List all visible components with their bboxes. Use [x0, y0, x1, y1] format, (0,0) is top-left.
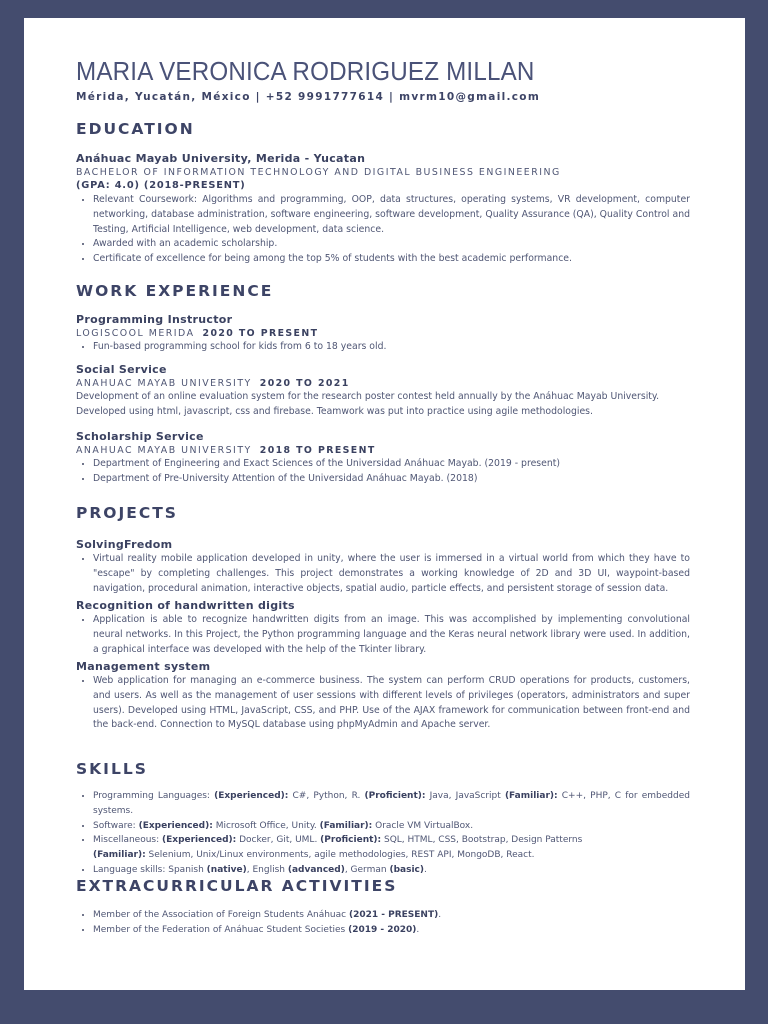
candidate-name: MARIA VERONICA RODRIGUEZ MILLAN: [76, 56, 535, 86]
job-bullet: • Department of Engineering and Exact Sciences of the Universidad Anáhuac Mayab. (2019 - present): [93, 457, 690, 472]
activity-item: • Member of the Federation of Anáhuac Student Societies (2019 - 2020).: [93, 923, 690, 938]
school-name: Anáhuac Mayab University, Merida - Yucatan: [76, 152, 366, 165]
project-description: • Web application for managing an e-commerce business. The system can perform CRUD operations for products, customers, and users. As well as the management of user sessions with different levels of privileges (operators, administrators and super users). Developed using HTML, JavaScript, CSS, and PHP. Use of the AJAX framework for communication between front-end and the back-end. Connection to MySQL database using phpMyAdmin and Apache server.: [93, 674, 690, 733]
contact-line: Mérida, Yucatán, México | +52 9991777614 | mvrm10@gmail.com: [76, 91, 541, 103]
job-list: [76, 340, 690, 355]
project-entry: [76, 660, 690, 733]
education-bullet: • Awarded with an academic scholarship.: [93, 237, 690, 252]
job-bullet: • Fun-based programming school for kids from 6 to 18 years old.: [93, 340, 690, 355]
project-name: Recognition of handwritten digits: [76, 599, 295, 612]
job-bullet: • Department of Pre-University Attention of the Universidad Anáhuac Mayab. (2018): [93, 472, 690, 487]
education-bullet: • Relevant Coursework: Algorithms and programming, OOP, data structures, operating systems, VR development, computer networking, database administration, software engineering, software development, Quality Assurance (QA), Quality Control and Testing, Artificial Intelligence, web development, data science.: [93, 193, 690, 237]
job-org: ANAHUAC MAYAB UNIVERSITY: [76, 445, 252, 456]
job-entry: [76, 313, 690, 355]
skill-software: • Software: (Experienced): Microsoft Office, Unity. (Familiar): Oracle VM VirtualBox.: [93, 819, 690, 834]
job-list: [76, 457, 690, 487]
project-description: • Virtual reality mobile application developed in unity, where the user is immersed in a virtual world from which they have to "escape" by completing challenges. This project demonstrates a working knowledge of 2D and 3D UI, waypoint-based navigation, procedural animation, interactive objects, spatial audio, particle effects, and persistent storage of session data.: [93, 552, 690, 596]
activity-item: • Member of the Association of Foreign Students Anáhuac (2021 - PRESENT).: [93, 908, 690, 923]
skills-block: [76, 789, 690, 878]
extracurricular-heading: EXTRACURRICULAR ACTIVITIES: [76, 877, 398, 895]
project-description: • Application is able to recognize handwritten digits from an image. This was accomplished by implementing convolutional neural networks. In this Project, the Python programming language and the Keras neural network library were used. In addition, a graphical interface was developed with the help of the Tkinter library.: [93, 613, 690, 657]
work-heading: WORK EXPERIENCE: [76, 282, 274, 300]
job-entry: [76, 430, 690, 487]
job-dates: 2018 TO PRESENT: [259, 445, 376, 456]
job-org: LOGISCOOL MERIDA: [76, 328, 195, 339]
resume-page: [24, 18, 745, 990]
job-dates: 2020 TO 2021: [259, 378, 350, 389]
project-name: Management system: [76, 660, 211, 673]
skill-programming: • Programming Languages: (Experienced): C#, Python, R. (Proficient): Java, JavaScript (Familiar): C++, PHP, C for embedded systems.: [93, 789, 690, 819]
job-role: Scholarship Service: [76, 430, 204, 443]
skills-heading: SKILLS: [76, 760, 148, 778]
job-dates: 2020 TO PRESENT: [202, 328, 319, 339]
job-role: Programming Instructor: [76, 313, 233, 326]
extracurricular-block: [76, 908, 690, 938]
skills-list: [76, 789, 690, 878]
skill-languages: • Language skills: Spanish (native), English (advanced), German (basic).: [93, 863, 690, 878]
extracurricular-list: [76, 908, 690, 938]
gpa-line: (GPA: 4.0) (2018-PRESENT): [76, 180, 246, 191]
job-org: ANAHUAC MAYAB UNIVERSITY: [76, 378, 252, 389]
education-bullet: • Certificate of excellence for being among the top 5% of students with the best academic performance.: [93, 252, 690, 267]
education-heading: EDUCATION: [76, 120, 195, 138]
job-description: Development of an online evaluation system for the research poster contest held annually by the Anáhuac Mayab University. Developed using html, javascript, css and firebase. Teamwork was put into practice using agile methodologies.: [76, 391, 660, 417]
project-entry: [76, 538, 690, 596]
education-list: [76, 193, 690, 267]
degree-name: BACHELOR OF INFORMATION TECHNOLOGY AND DIGITAL BUSINESS ENGINEERING: [76, 167, 561, 178]
project-entry: [76, 599, 690, 657]
projects-heading: PROJECTS: [76, 504, 178, 522]
skill-misc: • Miscellaneous: (Experienced): Docker, Git, UML. (Proficient): SQL, HTML, CSS, Bootstrap, Design Patterns (Familiar): Selenium, Unix/Linux environments, agile methodologies, REST API, MongoDB, React.: [93, 833, 690, 863]
job-entry: [76, 363, 690, 420]
education-block: [76, 152, 690, 267]
project-name: SolvingFredom: [76, 538, 173, 551]
job-role: Social Service: [76, 363, 167, 376]
